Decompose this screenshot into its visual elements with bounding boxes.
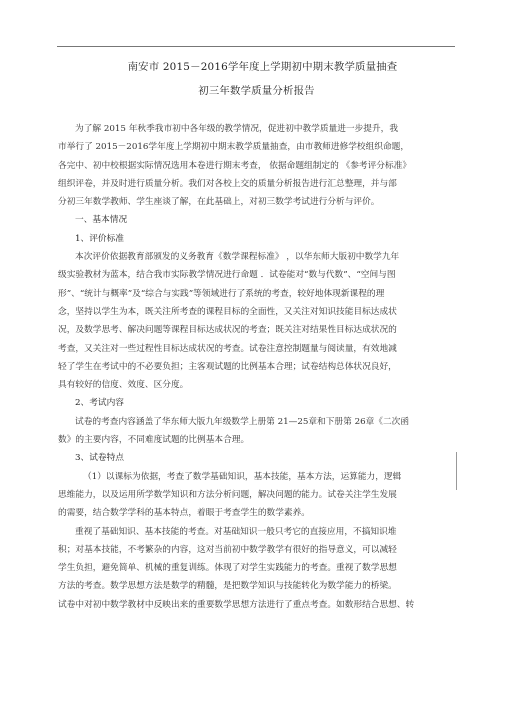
body-line: 一、基本情况 <box>75 215 128 226</box>
body-line: 轻了学生在考试中的不必要负担；主客观试题的比例基本合理；试卷结构总体状况良好， <box>58 361 397 372</box>
body-line: 的需要，结合数学学科的基本特点，着眼于考查学生的数学素养。 <box>58 508 310 519</box>
body-line: 数》的主要内容，不同难度试题的比例基本合理。 <box>58 435 250 446</box>
body-line: 况，及数学思考、解决问题等课程目标达成状况的考查；既关注对结果性目标达成状况的 <box>58 325 397 336</box>
body-line: 试卷中对初中数学教材中反映出来的重要数学思想方法进行了重点考查。如数形结合思想、转 <box>58 599 415 610</box>
body-line: 组织评卷，并及时进行质量分析。我们对各校上交的质量分析报告进行汇总整理，并与部 <box>58 178 397 189</box>
header-rule <box>57 46 455 47</box>
body-line: 级实验教材为蓝本，结合我市实际教学情况进行命题 ．试卷能对“数与代数”、“空间与图 <box>58 270 396 281</box>
body-line: 考查，又关注对一些过程性目标达成状况的考查。试卷注意控制题量与阅读量，有效地减 <box>58 343 397 354</box>
body-line: 分初三年数学教师、学生座谈了解，在此基础上，对初三数学考试进行分析与评价。 <box>58 197 380 208</box>
body-line: 为了解 2015 年秋季我市初中各年级的教学情况，促进初中教学质量进一步提升，我 <box>75 124 399 134</box>
body-line: 思维能力，以及运用所学数学知识和方法分析问题，解决问题的能力。试卷关注学生发展 <box>58 489 397 500</box>
document-subtitle: 初三年数学质量分析报告 <box>198 85 315 97</box>
body-line: 2、考试内容 <box>75 398 124 409</box>
body-line: 重视了基础知识、基本技能的考查。对基础知识一般只考它的直接应用，不搞知识堆 <box>75 526 397 537</box>
body-line: 各完中、初中校根据实际情况选用本卷进行期末考查， 依据命题组制定的 《参考评分标准》 <box>58 160 412 171</box>
body-line: 念，坚持以学生为本，既关注所考查的课程目标的全面性，又关注对知识技能目标达成状 <box>58 306 397 317</box>
body-line: 试卷的考查内容涵盖了华东师大版九年级数学上册第 21—25章和下册第 26章《二次函 <box>75 416 410 427</box>
body-line: 3、试卷特点 <box>75 453 124 464</box>
body-line: 1、评价标准 <box>75 233 124 244</box>
document-body <box>58 120 458 614</box>
body-line: 本次评价依据教育部颁发的义务教育《数学课程标准》 ，以华东师大版初中数学九年 <box>75 252 400 263</box>
document-title: 南安市 2015－2016学年度上学期初中期末教学质量抽查 <box>127 61 398 73</box>
body-line: （1）以课标为依据，考查了数学基础知识，基本技能，基本方法，运算能力，逻辑 <box>83 471 402 482</box>
body-line: 市举行了 2015－2016学年度上学期初中期末教学质量抽查，由市教师进修学校组织命题， <box>58 142 410 153</box>
margin-rule <box>456 452 457 490</box>
body-line: 学生负担，避免简单、机械的重复训练。体现了对学生实践能力的考查。重视了数学思想 <box>58 563 397 574</box>
body-line: 积；对基本技能，不考繁杂的内容，这对当前初中数学教学有很好的指导意义，可以减轻 <box>58 544 397 555</box>
body-line: 形”、“统计与概率”及“综合与实践”等领域进行了系统的考查，较好地体现新课程的理 <box>58 288 385 299</box>
body-line: 方法的考查。数学思想方法是数学的精髓，是把数学知识与技能转化为数学能力的桥梁。 <box>58 581 397 592</box>
body-line: 具有较好的信度、效度、区分度。 <box>58 380 189 391</box>
